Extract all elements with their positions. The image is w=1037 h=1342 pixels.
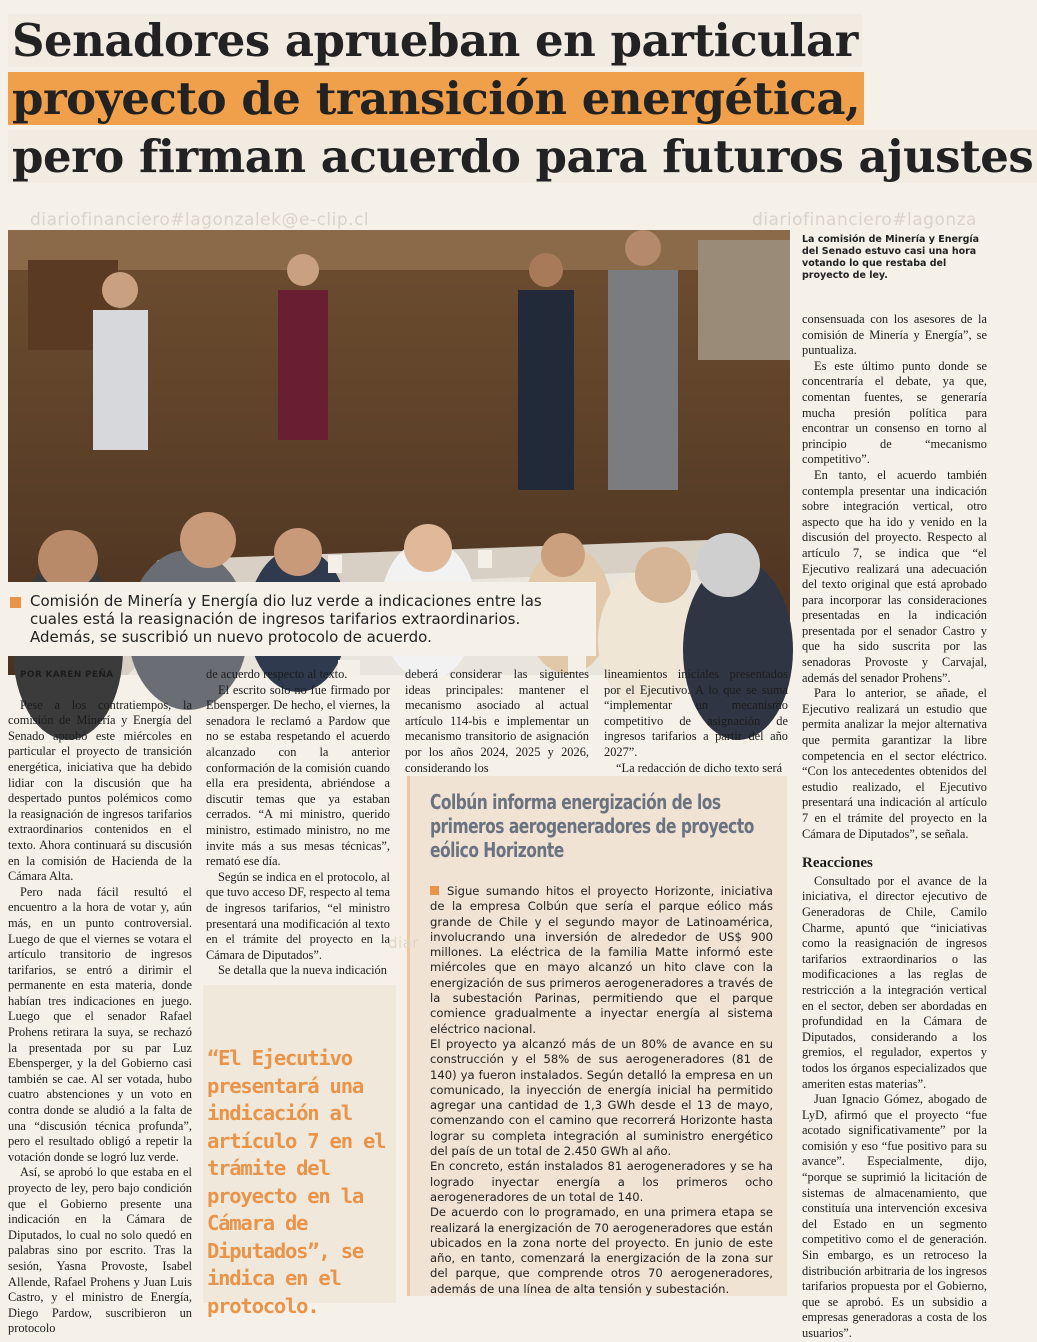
paragraph: En tanto, el acuerdo también contempla presentar una indicación sobre integración vertical, otro aspecto que ha ido y venido en la discusión del proyecto. Respecto al artículo 7, se indica que “el Ejecutivo realizará una adecuación del texto original que está aprobado para incorporar las consideraciones presentadas en la indicación presentada por el senador Castro y que ha sido suscrita por las senadoras Provoste y Carvajal, además del senador Prohens”. (802, 467, 987, 685)
paragraph: Consultado por el avance de la iniciativa, el director ejecutivo de Generadoras de Chile, Camilo Charme, apuntó que “iniciativas como la reasignación de ingresos tarifarios extraordinarios o las modificaciones a las reglas de restricción a la integración vertical en el sector, deben ser abordadas en profundidad en la Cámara de Diputados, considerando a los gremios, el regulador, expertos y todos los órganos especializados que ameriten estas materias”. (802, 873, 987, 1091)
watermark-right: diariofinanciero#lagonza (752, 210, 977, 230)
caption-bullet-icon (10, 597, 21, 608)
paragraph: El escrito solo no fue firmado por Ebensperger. De hecho, el viernes, la senadora le reclamó a Pardow que no se estaba respetando el acuerdo alcanzado con la anterior conformación de la comisión cuando ella era presidenta, abriéndose a discutir temas que ya estaban cerrados. “A mi ministro, querido ministro, estimado ministro, no me invite más a sus mesas técnicas”, remató ese día. (206, 682, 390, 869)
sidebar-title: Colbún informa energización de los primeros aerogeneradores de proyecto eólico Horizonte (430, 790, 754, 862)
paragraph: Pero nada fácil resultó el encuentro a la hora de votar y, aún más, en un punto controversial. Luego de que el viernes se votara el artículo transitorio de ingresos tarifarios, se entró a dirimir el permanente en esta materia, donde habían tres indicaciones en juego. Luego que el senador Rafael Prohens retirara la suya, se rechazó la presentada por su par Luz Ebensperger, y la del Gobierno casi también se cae. Al ser votada, hubo cuatro abstenciones y un voto en contra donde se aludió a la falta de una “discusión técnica profunda”, pero el resultado obligó a repetir la votación donde se logró luz verde. (8, 884, 192, 1164)
paragraph: Según se indica en el protocolo, al que tuvo acceso DF, respecto al tema de ingresos tarifarios, “el ministro presentará una modificación al texto en el trámite del proyecto en la Cámara de Diputados”. (206, 869, 390, 962)
paragraph: Para lo anterior, se añade, el Ejecutivo realizará un estudio que permita analizar la mejor alternativa que permita garantizar la libre competencia en el sector eléctrico. “Con los antecedentes obtenidos del estudio realizado, el Ejecutivo presentará una indicación al artículo 7 en el trámite del proyecto en la Cámara de Diputados”, se señala. (802, 686, 987, 841)
photo-caption-text: Comisión de Minería y Energía dio luz verde a indicaciones entre las cuales está la reasignación de ingresos tarifarios extraordinarios. Además, se suscribió un nuevo protocolo de acuerdo. (30, 592, 542, 646)
sidebar-paragraph: El proyecto ya alcanzó más de un 80% de avance en su construcción y el 58% de sus aerogeneradores (81 de 140) ya fueron instalados. Según detalló la empresa en un comunicado, la inyección de energía inicial ha permitido agregar una cantidad de 1,3 GWh desde el 13 de mayo, comenzando con el camino que recorrerá Horizonte hasta lograr su completa integración al suministro energético del país de un total de 2.450 GWh al año. (430, 1036, 773, 1159)
paragraph: Así, se aprobó lo que estaba en el proyecto de ley, pero bajo condición que el Gobierno presente una indicación en la Cámara de Diputados, lo cual no solo quedó en palabras sino por escrito. Tras la sesión, Yasna Provoste, Isabel Allende, Rafael Prohens y Juan Luis Castro, y el ministro de Energía, Diego Pardow, suscribieron un protocolo (8, 1165, 192, 1336)
sidebar-paragraph: Sigue sumando hitos el proyecto Horizonte, iniciativa de la empresa Colbún que sería el parque eólico más grande de Chile y el segundo mayor de Latinoamérica, involucrando una inversión de alrededor de US$ 900 millones. La eléctrica de la familia Matte informó este miércoles que en mayo alcanzó un hito clave con la energización de sus primeros aerogeneradores a través de la subestación Parinas, permitiendo que el parque comience gradualmente a inyectar energía al sistema eléctrico nacional. (430, 884, 773, 1036)
watermark-left: diariofinanciero#lagonzalek@e-clip.cl (30, 210, 370, 230)
article-column-5 (802, 312, 987, 1342)
paragraph: deberá considerar las siguientes ideas principales: mantener el mecanismo asociado al actual artículo 114-bis e implementar un mecanismo transitorio de asignación por los años 2024, 2025 y 2026, considerando los (405, 667, 589, 775)
reactions-heading: Reacciones (802, 855, 873, 872)
photo-caption (8, 582, 596, 656)
sidebar-paragraph: De acuerdo con lo programado, en una primera etapa se realizará la energización de 70 aerogeneradores que están ubicados en la zona norte del proyecto. En junio de este año, en tanto, comenzará la energización de la zona sur del parque, que comprende otros 70 aerogeneradores, además de una línea de alta tensión y subestación. (430, 1205, 773, 1296)
paragraph: Se detalla que la nueva indicación (218, 963, 387, 978)
headline-line-3: pero firman acuerdo para futuros ajustes (8, 128, 988, 186)
watermark-center: diar (388, 934, 420, 952)
paragraph: “La redacción de dicho texto será (616, 760, 783, 775)
paragraph: consensuada con los asesores de la comisión de Minería y Energía”, se puntualiza. (802, 312, 987, 358)
paragraph: lineamientos iniciales presentados por el Ejecutivo. A lo que se suma “implementar un mecanismo competitivo de asignación de ingresos tarifarios a partir del año 2027”. (604, 667, 788, 759)
paragraph: Es este último punto donde se concentraría el debate, ya que, comentan fuentes, se generaría mucha presión política para encontrar un consenso en torno al principio de “mecanismo competitivo”. (802, 358, 987, 467)
sidebar-bullet-icon (430, 886, 439, 895)
article-column-4 (604, 667, 788, 776)
headline (8, 12, 1034, 186)
pull-quote-text: “El Ejecutivo presentará una indicación al artículo 7 en el trámite del proyecto en la Cámara de Diputados”, se indica en el protocolo. (207, 1046, 386, 1318)
headline-line-2: proyecto de transición energética, (8, 70, 988, 128)
article-column-2 (206, 667, 390, 979)
pull-quote (203, 985, 396, 1318)
sidebar-box (407, 776, 787, 1296)
byline: POR KAREN PEÑA (20, 670, 114, 680)
article-column-1 (8, 668, 192, 1337)
sidebar-paragraph: En concreto, están instalados 81 aerogeneradores y se ha logrado inyectar energía a los primeros ocho aerogeneradores de un total de 140. (430, 1159, 773, 1204)
article-column-3 (405, 667, 589, 776)
photo-side-caption: La comisión de Minería y Energía del Senado estuvo casi una hora votando lo que restaba del proyecto de ley. (802, 234, 980, 281)
sidebar-body (430, 884, 773, 1297)
headline-line-1: Senadores aprueban en particular (8, 12, 988, 70)
paragraph: Juan Ignacio Gómez, abogado de LyD, afirmó que el proyecto “fue acotado significativamente” por la comisión y eso “fue positivo para su avance”. Especialmente, dijo, “porque se suprimió la licitación de sistemas de almacenamiento, que constituía una intervención excesiva del Estado en un segmento competitivo como el de generación. Sin embargo, es un retroceso la distribución arbitraria de los ingresos tarifarios propuesta por el Gobierno, que se aprobó. Es un subsidio a empresas generadoras a costa de los usuarios”. (802, 1092, 987, 1340)
paragraph: de acuerdo respecto al texto. (206, 667, 348, 681)
paragraph: Pese a los contratiempos, la comisión de Minería y Energía del Senado aprobó este miércoles en particular el proyecto de transición energética, iniciativa que ha debido lidiar con la discusión que ha despertado puntos polémicos como la reasignación de ingresos tarifarios extraordinarios contenidos en el texto. Ahora continuará su discusión en la comisión de Hacienda de la Cámara Alta. (8, 697, 192, 884)
